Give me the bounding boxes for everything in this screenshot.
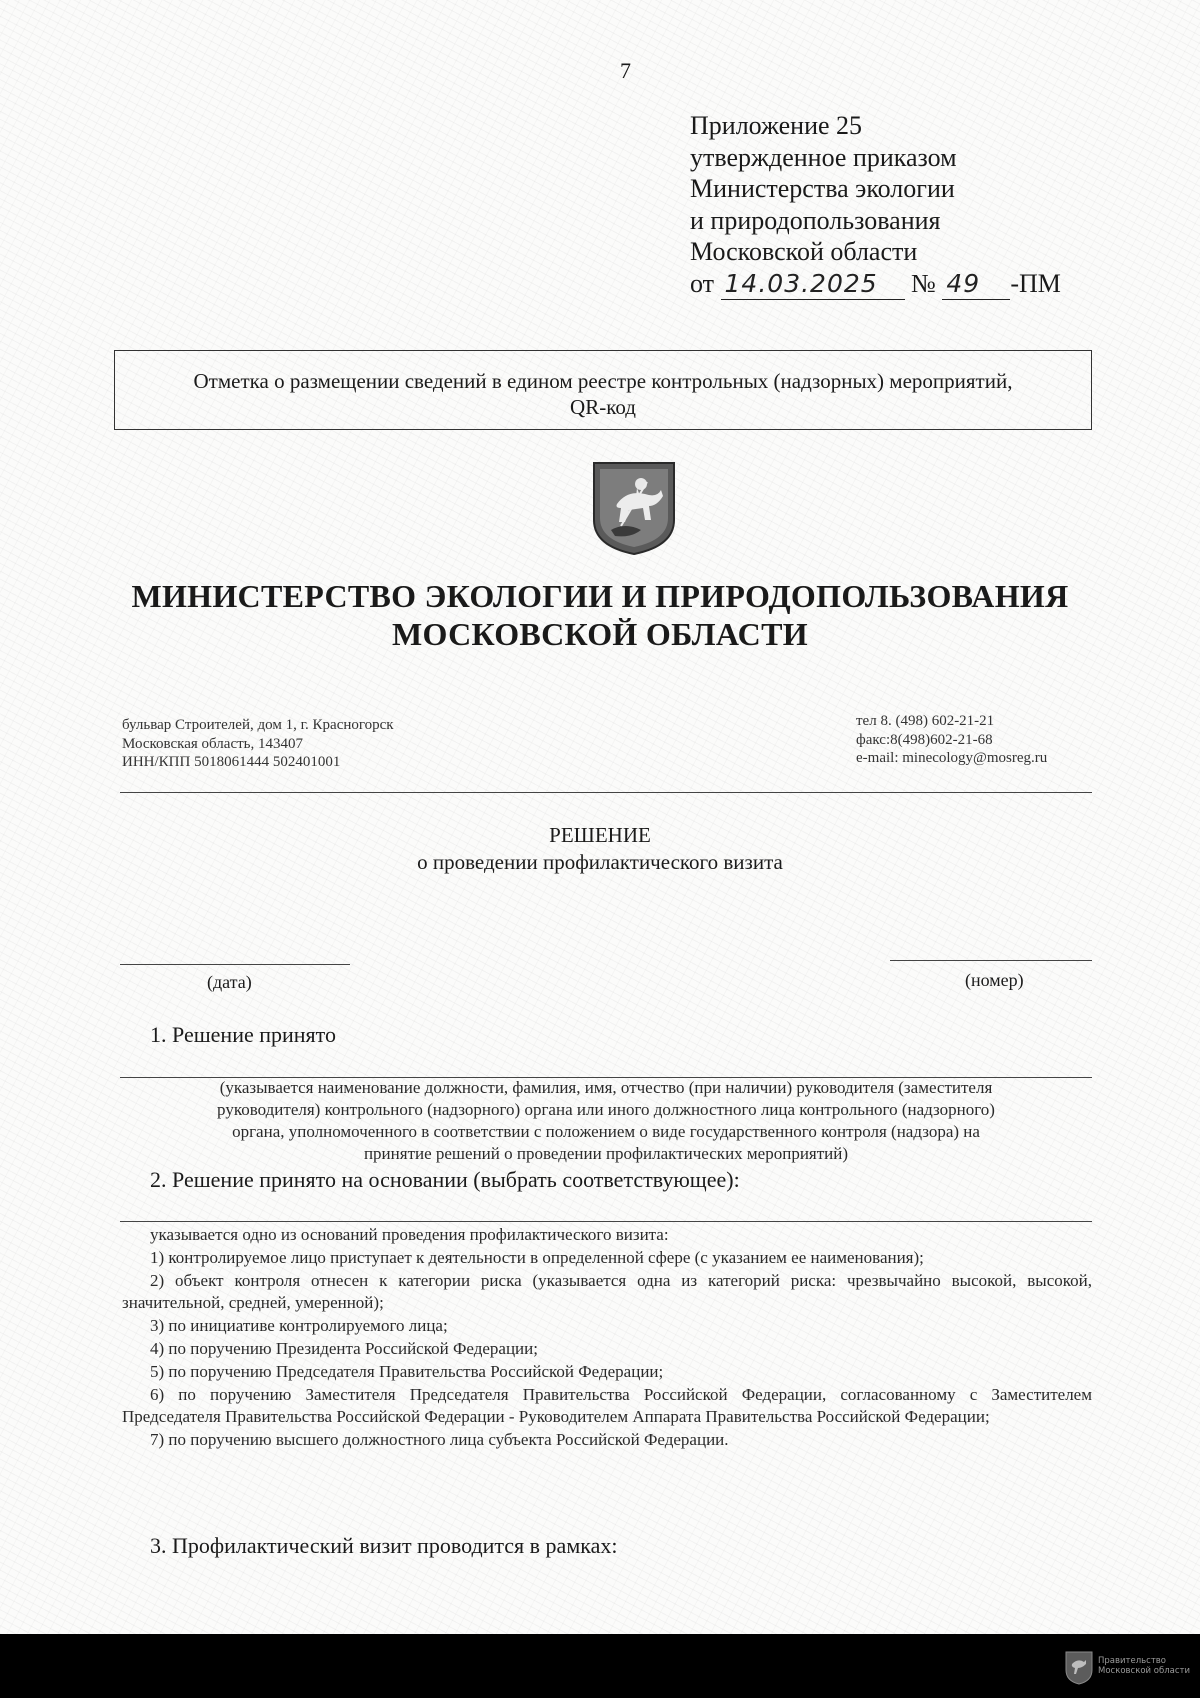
footer-bar — [0, 1634, 1200, 1698]
item-1-note-line-2: руководителя) контрольного (надзорного) органа или иного должностного лица контрольного (надзорного) — [217, 1100, 995, 1119]
order-prefix: от — [690, 268, 715, 298]
order-number-label: № — [911, 268, 936, 298]
item-2-heading: 2. Решение принято на основании (выбрать соответствующее): — [150, 1167, 740, 1192]
item-1-note-line-3: органа, уполномоченного в соответствии с положением о виде государственного контроля (надзора) на — [232, 1122, 980, 1141]
item-1-note-line-4: принятие решений о проведении профилактических мероприятий) — [363, 1144, 849, 1163]
registry-box-line-2: QR-код — [570, 395, 636, 419]
footer-text — [1098, 1656, 1190, 1676]
appendix-line-1: Приложение 25 — [690, 111, 863, 140]
decision-heading — [0, 822, 1200, 876]
number-field-line — [890, 960, 1092, 961]
order-date: 14.03.2025 — [724, 268, 878, 298]
fax: факс:8(498)602-21-68 — [856, 731, 993, 748]
address-line-2: Московская область, 143407 — [122, 735, 303, 752]
ground-item: 6) по поручению Заместителя Председателя Правительства Российской Федерации, согласованному с Заместителем Председателя Правительства Российской Федерации - Руководителем Аппарата Правительства Российской Федерации; — [122, 1384, 1092, 1427]
number-label: (номер) — [965, 970, 1024, 990]
grounds-intro: указывается одно из оснований проведения профилактического визита: — [150, 1225, 669, 1244]
footer-text-line-1: Правительство — [1098, 1656, 1166, 1666]
item-1-heading: 1. Решение принято — [150, 1022, 336, 1047]
item-2-fill-line — [120, 1221, 1092, 1222]
date-label: (дата) — [207, 972, 252, 992]
item-1-note — [120, 1077, 1092, 1165]
ministry-title — [0, 577, 1200, 653]
email: e-mail: minecology@mosreg.ru — [856, 750, 1048, 766]
appendix-block — [690, 110, 1061, 300]
order-date-field — [721, 268, 905, 301]
address-block — [122, 716, 394, 772]
ground-item: 2) объект контроля отнесен к категории риска (указывается одна из категорий риска: чрезвычайно высокой, высокой, значительной, средней, умеренной); — [122, 1270, 1092, 1313]
appendix-line-3: Министерства экологии — [690, 174, 955, 203]
item-3-heading: 3. Профилактический визит проводится в рамках: — [150, 1533, 618, 1558]
item-1-note-line-1: (указывается наименование должности, фамилия, имя, отчество (при наличии) руководителя (заместителя — [219, 1078, 993, 1097]
address-line-3: ИНН/КПП 5018061444 502401001 — [122, 754, 341, 770]
registry-box — [114, 350, 1092, 430]
decision-title: РЕШЕНИЕ — [549, 823, 651, 847]
ground-item: 5) по поручению Председателя Правительства Российской Федерации; — [150, 1361, 664, 1381]
decision-subtitle: о проведении профилактического визита — [417, 850, 783, 874]
address-line-1: бульвар Строителей, дом 1, г. Красногорск — [122, 717, 394, 733]
order-number: 49 — [946, 268, 981, 298]
contacts-block — [856, 712, 1047, 768]
ground-item: 7) по поручению высшего должностного лица субъекта Российской Федерации. — [150, 1430, 729, 1450]
ministry-title-line-1: МИНИСТЕРСТВО ЭКОЛОГИИ И ПРИРОДОПОЛЬЗОВАНИЯ — [131, 578, 1069, 614]
order-number-field — [942, 268, 1010, 301]
ground-item: 1) контролируемое лицо приступает к деятельности в определенной сфере (с указанием ее наименования); — [150, 1247, 924, 1267]
registry-box-line-1: Отметка о размещении сведений в едином реестре контрольных (надзорных) мероприятий, — [193, 369, 1013, 393]
footer-text-line-2: Московской области — [1098, 1666, 1191, 1676]
grounds-list — [122, 1224, 1092, 1452]
order-suffix: -ПМ — [1010, 268, 1061, 298]
date-field-line — [120, 964, 350, 965]
ground-item: 4) по поручению Президента Российской Федерации; — [150, 1338, 538, 1358]
ministry-title-line-2: МОСКОВСКОЙ ОБЛАСТИ — [392, 616, 808, 652]
header-divider — [120, 792, 1092, 793]
coat-of-arms-icon — [591, 460, 677, 556]
appendix-line-2: утвержденное приказом — [690, 142, 957, 172]
appendix-line-4: и природопользования — [690, 205, 941, 235]
government-emblem-icon — [1064, 1648, 1094, 1686]
phone: тел 8. (498) 602-21-21 — [856, 713, 995, 729]
appendix-line-5: Московской области — [690, 237, 918, 266]
order-line — [690, 268, 1061, 301]
ground-item: 3) по инициативе контролируемого лица; — [150, 1316, 448, 1336]
page-number: 7 — [620, 58, 631, 83]
